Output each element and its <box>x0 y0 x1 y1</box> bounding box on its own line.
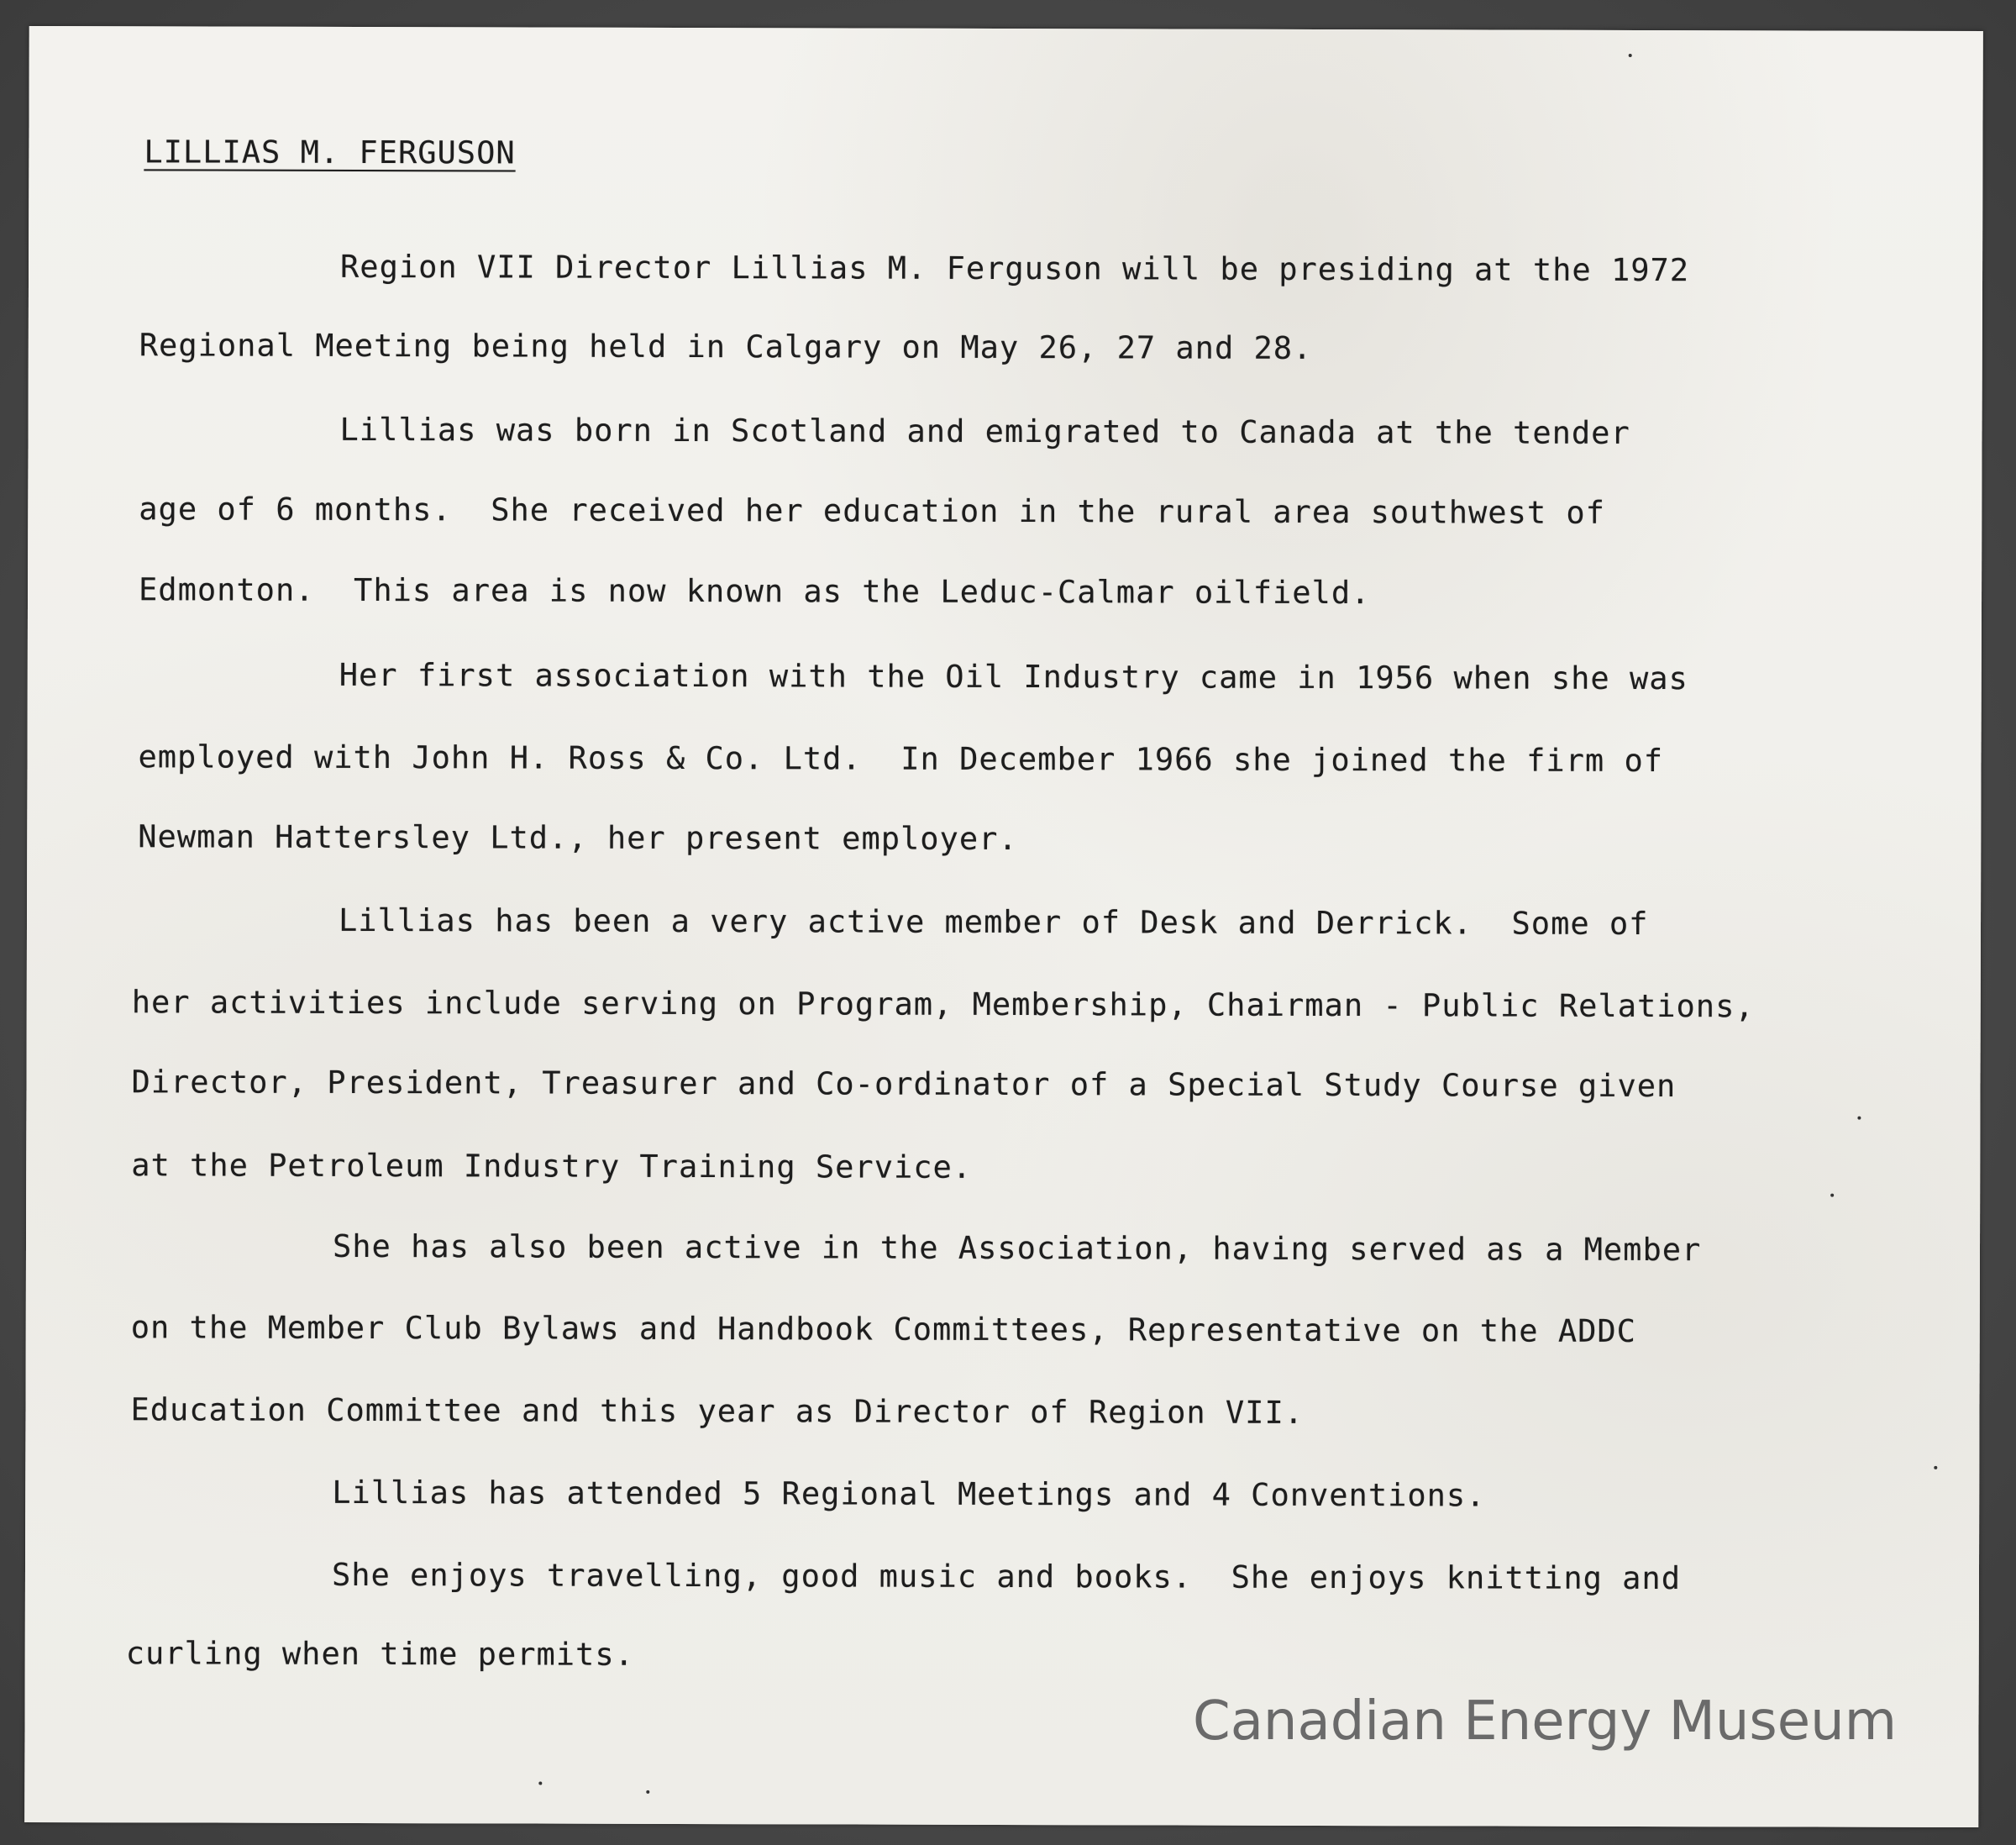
line-17: She enjoys travelling, good music and books. She enjoys knitting and <box>331 1556 1682 1597</box>
ink-speck <box>646 1790 649 1794</box>
line-15: Education Committee and this year as Director of Region VII. <box>130 1391 1305 1431</box>
line-13: She has also been active in the Association, having served as a Member <box>332 1227 1702 1269</box>
typewritten-page <box>24 26 1983 1827</box>
ink-speck <box>1857 1117 1861 1120</box>
line-6: Her first association with the Oil Industry came in 1956 when she was <box>339 656 1688 697</box>
line-8: Newman Hattersley Ltd., her present employer. <box>138 818 1018 858</box>
line-11: Director, President, Treasurer and Co-ordinator of a Special Study Course given <box>131 1064 1677 1105</box>
ink-speck <box>1629 54 1632 57</box>
line-16: Lillias has attended 5 Regional Meetings and 4 Conventions. <box>332 1474 1486 1514</box>
ink-speck <box>1934 1466 1937 1469</box>
line-3: Lillias was born in Scotland and emigrated to Canada at the tender <box>339 411 1630 451</box>
museum-watermark: Canadian Energy Museum <box>1193 1690 1898 1753</box>
document-title: LILLIAS M. FERGUSON <box>144 134 516 171</box>
line-1: Region VII Director Lillias M. Ferguson will be presiding at the 1972 <box>339 248 1690 289</box>
line-10: her activities include serving on Program, Membership, Chairman - Public Relations, <box>131 984 1755 1025</box>
line-7: employed with John H. Ross & Co. Ltd. In December 1966 she joined the firm of <box>138 739 1664 780</box>
line-2: Regional Meeting being held in Calgary on May 26, 27 and 28. <box>139 327 1313 366</box>
line-5: Edmonton. This area is now known as the Leduc-Calmar oilfield. <box>138 571 1371 612</box>
ink-speck <box>1830 1194 1834 1197</box>
line-12: at the Petroleum Industry Training Service. <box>131 1147 973 1185</box>
line-14: on the Member Club Bylaws and Handbook Committees, Representative on the ADDC <box>130 1309 1637 1349</box>
line-9: Lillias has been a very active member of Desk and Derrick. Some of <box>338 901 1649 943</box>
ink-speck <box>538 1782 542 1785</box>
line-18: curling when time permits. <box>125 1635 634 1673</box>
line-4: age of 6 months. She received her education in the rural area southwest of <box>139 491 1606 531</box>
